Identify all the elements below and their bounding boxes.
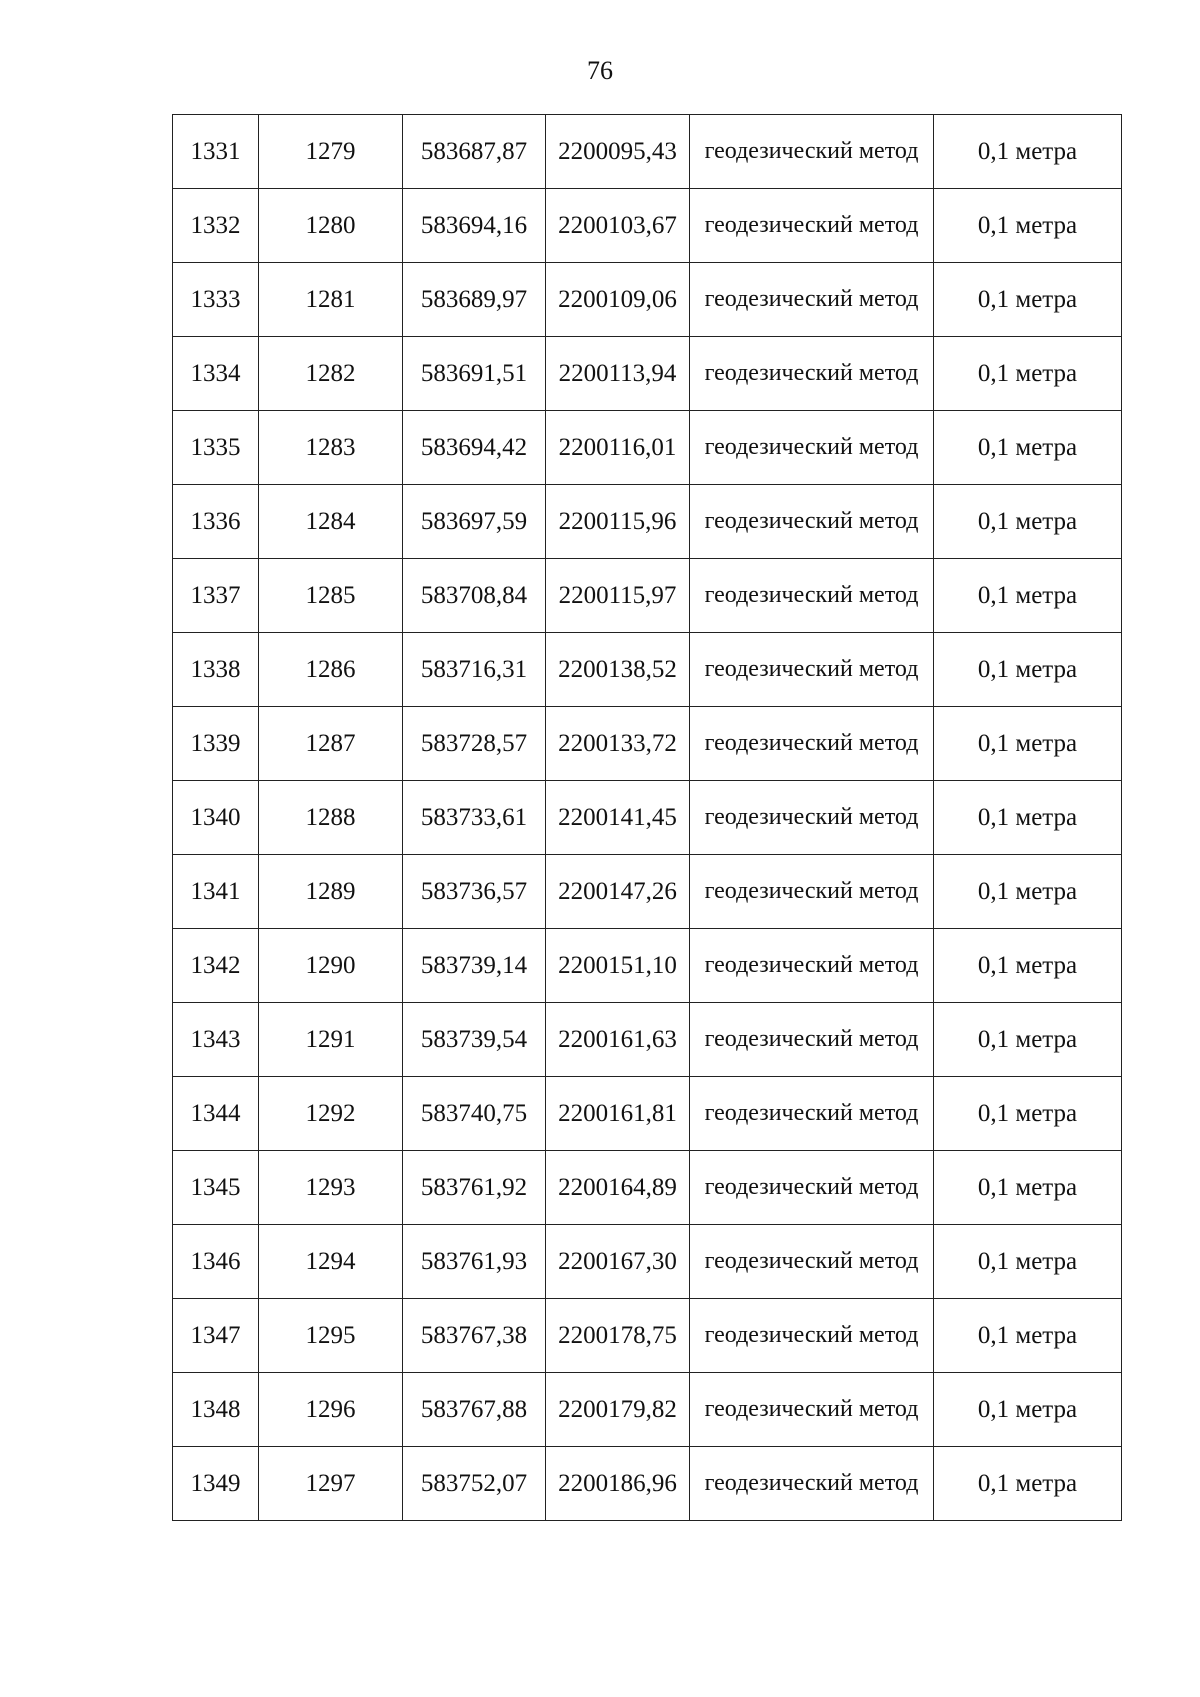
x-coordinate-cell: 583740,75 bbox=[403, 1077, 546, 1151]
y-coordinate-cell: 2200161,63 bbox=[546, 1003, 690, 1077]
point-number-cell: 1340 bbox=[173, 781, 259, 855]
table-row bbox=[173, 115, 1122, 189]
point-number-cell: 1338 bbox=[173, 633, 259, 707]
accuracy-cell: 0,1 метра bbox=[934, 1225, 1122, 1299]
table-row bbox=[173, 781, 1122, 855]
method-cell: геодезический метод bbox=[690, 1003, 934, 1077]
table-row bbox=[173, 559, 1122, 633]
point-number-cell: 1335 bbox=[173, 411, 259, 485]
accuracy-cell: 0,1 метра bbox=[934, 1077, 1122, 1151]
x-coordinate-cell: 583728,57 bbox=[403, 707, 546, 781]
y-coordinate-cell: 2200113,94 bbox=[546, 337, 690, 411]
point-number-cell: 1343 bbox=[173, 1003, 259, 1077]
coordinates-table-body bbox=[173, 115, 1122, 1521]
y-coordinate-cell: 2200115,96 bbox=[546, 485, 690, 559]
y-coordinate-cell: 2200116,01 bbox=[546, 411, 690, 485]
old-number-cell: 1284 bbox=[259, 485, 403, 559]
table-row bbox=[173, 1077, 1122, 1151]
method-cell: геодезический метод bbox=[690, 263, 934, 337]
y-coordinate-cell: 2200147,26 bbox=[546, 855, 690, 929]
point-number-cell: 1332 bbox=[173, 189, 259, 263]
y-coordinate-cell: 2200151,10 bbox=[546, 929, 690, 1003]
x-coordinate-cell: 583761,92 bbox=[403, 1151, 546, 1225]
x-coordinate-cell: 583733,61 bbox=[403, 781, 546, 855]
point-number-cell: 1349 bbox=[173, 1447, 259, 1521]
accuracy-cell: 0,1 метра bbox=[934, 633, 1122, 707]
accuracy-cell: 0,1 метра bbox=[934, 1299, 1122, 1373]
old-number-cell: 1291 bbox=[259, 1003, 403, 1077]
x-coordinate-cell: 583739,54 bbox=[403, 1003, 546, 1077]
method-cell: геодезический метод bbox=[690, 1299, 934, 1373]
y-coordinate-cell: 2200115,97 bbox=[546, 559, 690, 633]
x-coordinate-cell: 583716,31 bbox=[403, 633, 546, 707]
y-coordinate-cell: 2200161,81 bbox=[546, 1077, 690, 1151]
x-coordinate-cell: 583767,88 bbox=[403, 1373, 546, 1447]
method-cell: геодезический метод bbox=[690, 189, 934, 263]
page-number: 76 bbox=[587, 56, 613, 85]
old-number-cell: 1285 bbox=[259, 559, 403, 633]
y-coordinate-cell: 2200109,06 bbox=[546, 263, 690, 337]
point-number-cell: 1348 bbox=[173, 1373, 259, 1447]
point-number-cell: 1346 bbox=[173, 1225, 259, 1299]
old-number-cell: 1279 bbox=[259, 115, 403, 189]
old-number-cell: 1290 bbox=[259, 929, 403, 1003]
method-cell: геодезический метод bbox=[690, 929, 934, 1003]
x-coordinate-cell: 583694,42 bbox=[403, 411, 546, 485]
accuracy-cell: 0,1 метра bbox=[934, 559, 1122, 633]
accuracy-cell: 0,1 метра bbox=[934, 189, 1122, 263]
point-number-cell: 1336 bbox=[173, 485, 259, 559]
old-number-cell: 1286 bbox=[259, 633, 403, 707]
x-coordinate-cell: 583697,59 bbox=[403, 485, 546, 559]
old-number-cell: 1281 bbox=[259, 263, 403, 337]
point-number-cell: 1344 bbox=[173, 1077, 259, 1151]
accuracy-cell: 0,1 метра bbox=[934, 855, 1122, 929]
table-row bbox=[173, 1151, 1122, 1225]
table-row bbox=[173, 263, 1122, 337]
accuracy-cell: 0,1 метра bbox=[934, 1151, 1122, 1225]
method-cell: геодезический метод bbox=[690, 1077, 934, 1151]
x-coordinate-cell: 583767,38 bbox=[403, 1299, 546, 1373]
old-number-cell: 1297 bbox=[259, 1447, 403, 1521]
accuracy-cell: 0,1 метра bbox=[934, 1003, 1122, 1077]
old-number-cell: 1289 bbox=[259, 855, 403, 929]
method-cell: геодезический метод bbox=[690, 485, 934, 559]
x-coordinate-cell: 583761,93 bbox=[403, 1225, 546, 1299]
accuracy-cell: 0,1 метра bbox=[934, 337, 1122, 411]
y-coordinate-cell: 2200179,82 bbox=[546, 1373, 690, 1447]
old-number-cell: 1293 bbox=[259, 1151, 403, 1225]
point-number-cell: 1331 bbox=[173, 115, 259, 189]
table-row bbox=[173, 1299, 1122, 1373]
x-coordinate-cell: 583752,07 bbox=[403, 1447, 546, 1521]
accuracy-cell: 0,1 метра bbox=[934, 1447, 1122, 1521]
y-coordinate-cell: 2200164,89 bbox=[546, 1151, 690, 1225]
point-number-cell: 1334 bbox=[173, 337, 259, 411]
method-cell: геодезический метод bbox=[690, 855, 934, 929]
old-number-cell: 1282 bbox=[259, 337, 403, 411]
method-cell: геодезический метод bbox=[690, 1447, 934, 1521]
y-coordinate-cell: 2200138,52 bbox=[546, 633, 690, 707]
table-row bbox=[173, 1447, 1122, 1521]
table-row bbox=[173, 1003, 1122, 1077]
method-cell: геодезический метод bbox=[690, 559, 934, 633]
table-row bbox=[173, 337, 1122, 411]
point-number-cell: 1345 bbox=[173, 1151, 259, 1225]
method-cell: геодезический метод bbox=[690, 1151, 934, 1225]
method-cell: геодезический метод bbox=[690, 633, 934, 707]
method-cell: геодезический метод bbox=[690, 707, 934, 781]
old-number-cell: 1288 bbox=[259, 781, 403, 855]
accuracy-cell: 0,1 метра bbox=[934, 411, 1122, 485]
accuracy-cell: 0,1 метра bbox=[934, 263, 1122, 337]
table-row bbox=[173, 707, 1122, 781]
table-row bbox=[173, 855, 1122, 929]
y-coordinate-cell: 2200141,45 bbox=[546, 781, 690, 855]
y-coordinate-cell: 2200133,72 bbox=[546, 707, 690, 781]
method-cell: геодезический метод bbox=[690, 115, 934, 189]
accuracy-cell: 0,1 метра bbox=[934, 1373, 1122, 1447]
accuracy-cell: 0,1 метра bbox=[934, 485, 1122, 559]
point-number-cell: 1339 bbox=[173, 707, 259, 781]
coordinates-table bbox=[172, 114, 1122, 1521]
point-number-cell: 1333 bbox=[173, 263, 259, 337]
y-coordinate-cell: 2200167,30 bbox=[546, 1225, 690, 1299]
x-coordinate-cell: 583736,57 bbox=[403, 855, 546, 929]
method-cell: геодезический метод bbox=[690, 337, 934, 411]
old-number-cell: 1294 bbox=[259, 1225, 403, 1299]
accuracy-cell: 0,1 метра bbox=[934, 115, 1122, 189]
y-coordinate-cell: 2200186,96 bbox=[546, 1447, 690, 1521]
y-coordinate-cell: 2200178,75 bbox=[546, 1299, 690, 1373]
point-number-cell: 1337 bbox=[173, 559, 259, 633]
x-coordinate-cell: 583739,14 bbox=[403, 929, 546, 1003]
old-number-cell: 1287 bbox=[259, 707, 403, 781]
point-number-cell: 1347 bbox=[173, 1299, 259, 1373]
accuracy-cell: 0,1 метра bbox=[934, 707, 1122, 781]
old-number-cell: 1292 bbox=[259, 1077, 403, 1151]
table-row bbox=[173, 633, 1122, 707]
accuracy-cell: 0,1 метра bbox=[934, 781, 1122, 855]
method-cell: геодезический метод bbox=[690, 1373, 934, 1447]
x-coordinate-cell: 583687,87 bbox=[403, 115, 546, 189]
method-cell: геодезический метод bbox=[690, 1225, 934, 1299]
old-number-cell: 1283 bbox=[259, 411, 403, 485]
method-cell: геодезический метод bbox=[690, 411, 934, 485]
old-number-cell: 1296 bbox=[259, 1373, 403, 1447]
table-row bbox=[173, 485, 1122, 559]
table-row bbox=[173, 929, 1122, 1003]
x-coordinate-cell: 583689,97 bbox=[403, 263, 546, 337]
point-number-cell: 1341 bbox=[173, 855, 259, 929]
x-coordinate-cell: 583691,51 bbox=[403, 337, 546, 411]
x-coordinate-cell: 583694,16 bbox=[403, 189, 546, 263]
method-cell: геодезический метод bbox=[690, 781, 934, 855]
accuracy-cell: 0,1 метра bbox=[934, 929, 1122, 1003]
table-row bbox=[173, 189, 1122, 263]
y-coordinate-cell: 2200095,43 bbox=[546, 115, 690, 189]
x-coordinate-cell: 583708,84 bbox=[403, 559, 546, 633]
table-row bbox=[173, 411, 1122, 485]
old-number-cell: 1295 bbox=[259, 1299, 403, 1373]
y-coordinate-cell: 2200103,67 bbox=[546, 189, 690, 263]
point-number-cell: 1342 bbox=[173, 929, 259, 1003]
old-number-cell: 1280 bbox=[259, 189, 403, 263]
table-row bbox=[173, 1225, 1122, 1299]
table-row bbox=[173, 1373, 1122, 1447]
